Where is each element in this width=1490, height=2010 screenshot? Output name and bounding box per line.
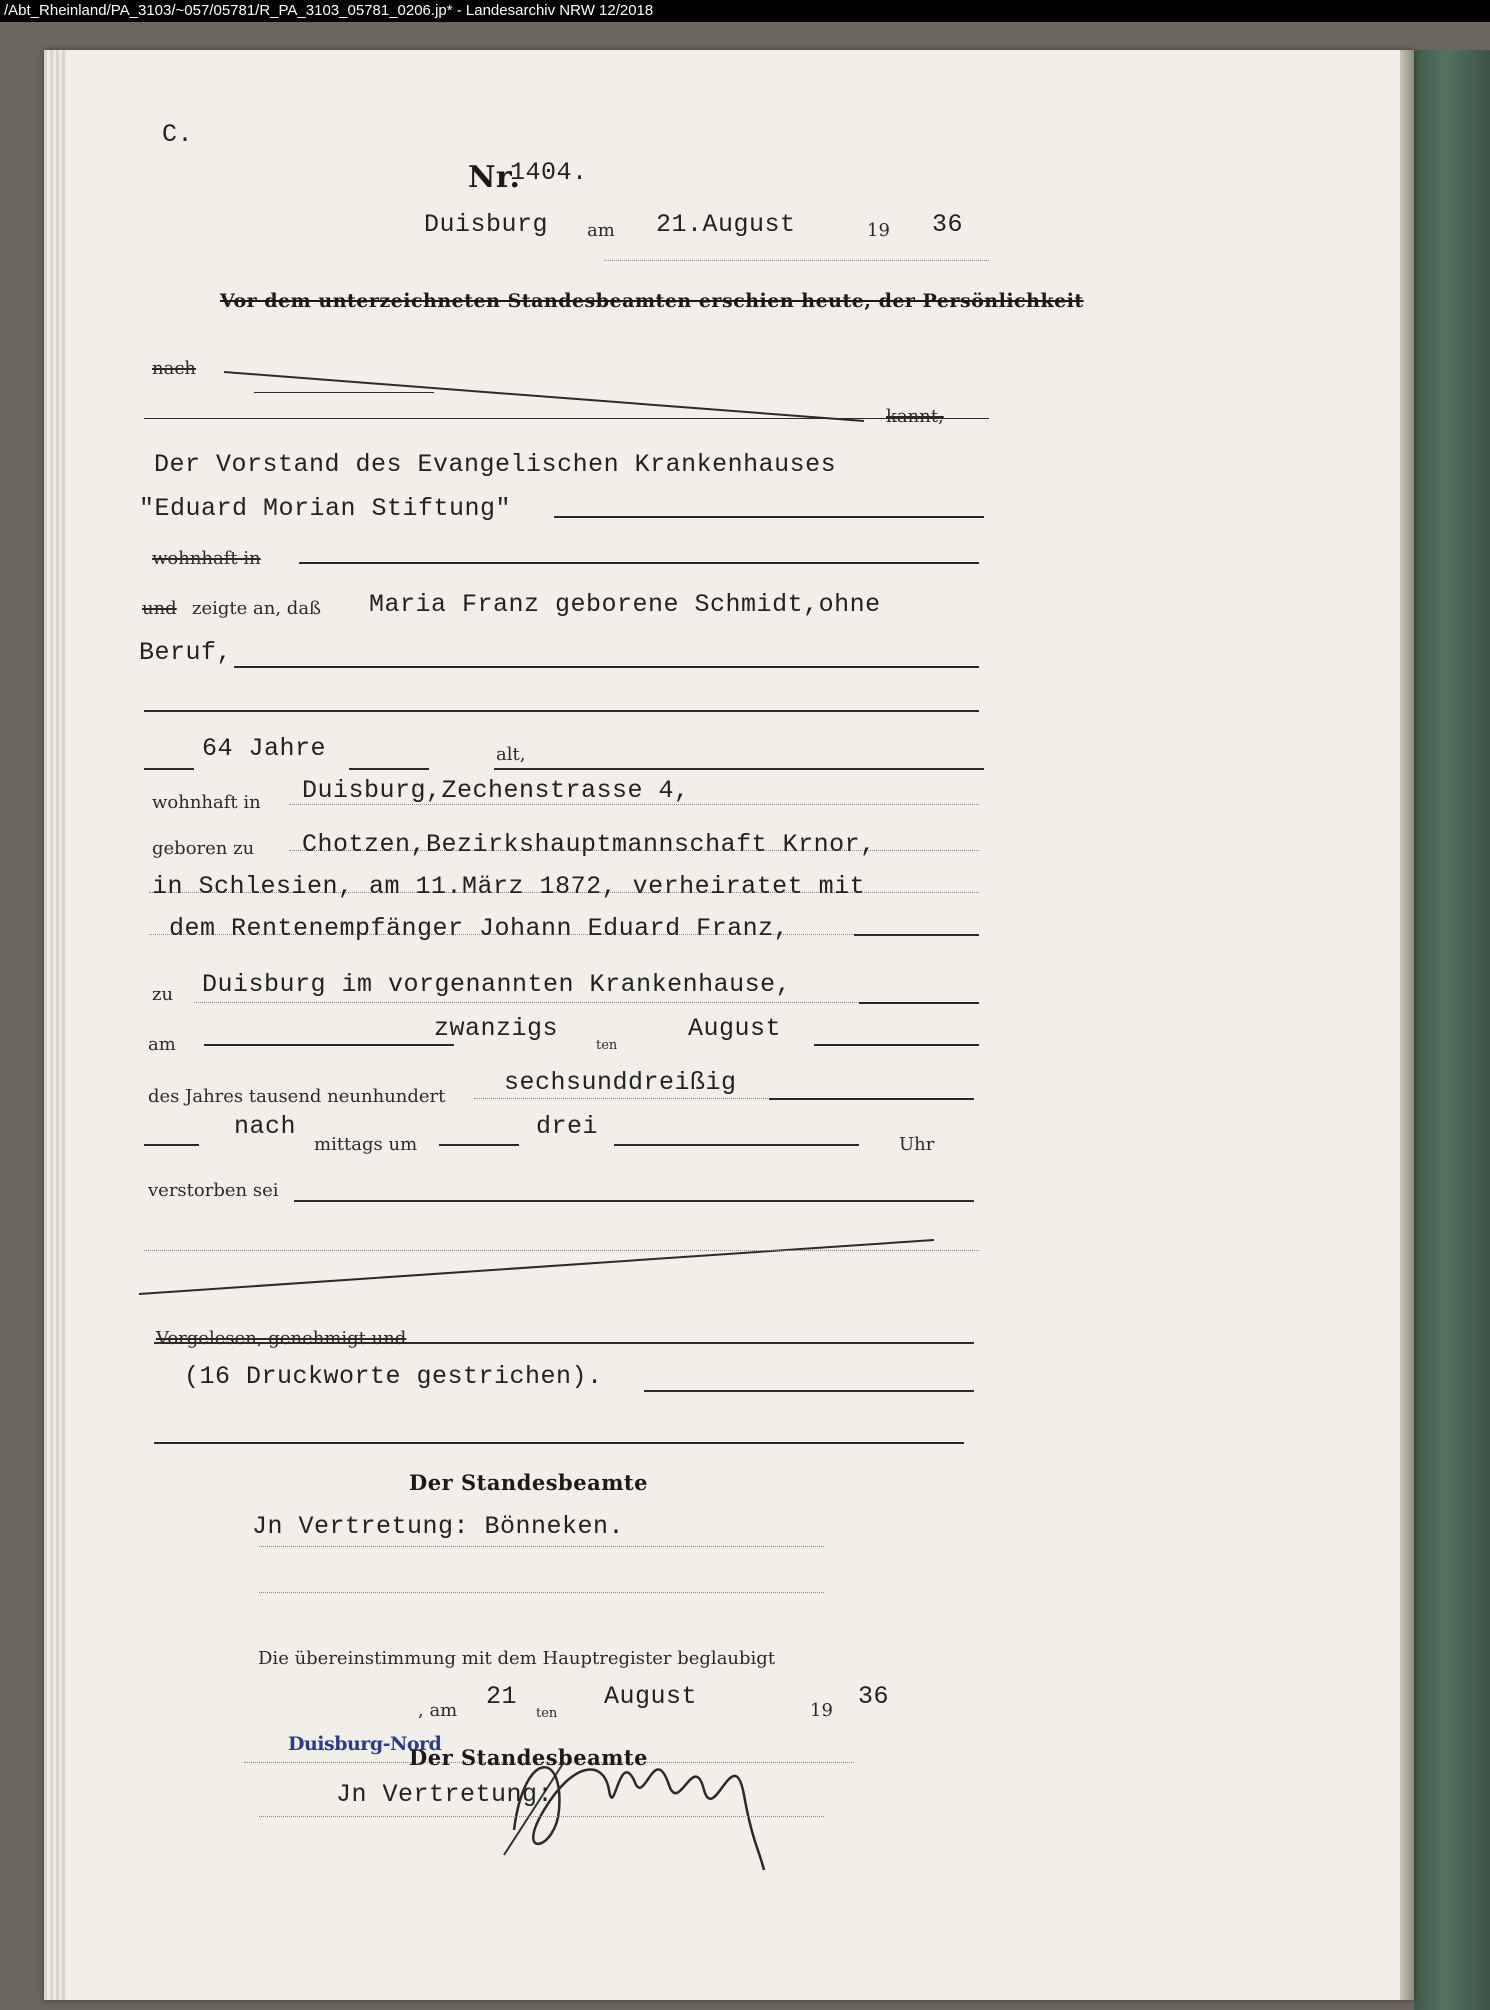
register-number: 1404. [510, 158, 588, 187]
informant-line-2: "Eduard Morian Stiftung" [139, 494, 512, 523]
zeigte-label: zeigte an, daß [192, 598, 322, 619]
remark: (16 Druckworte gestrichen). [184, 1362, 603, 1391]
death-hour: drei [536, 1112, 599, 1141]
cert-year-prefix: 19 [810, 1700, 833, 1721]
adjacent-page-edge [1414, 50, 1490, 2010]
archive-path-text: /Abt_Rheinland/PA_3103/~057/05781/R_PA_3103_05781_0206.jp* - Landesarchiv NRW 12/2018 [4, 2, 654, 19]
cert-ten-label: ten [536, 1706, 558, 1721]
struck-kannt: kannt, [886, 406, 944, 427]
death-am-label: am [148, 1034, 176, 1055]
substitute-signature: Jn Vertretung: Bönneken. [252, 1512, 625, 1541]
struck-intro-text: Vor dem unterzeichneten Standesbeamten erschien heute, der Persönlichkeit [220, 290, 1084, 312]
office-stamp: Duisburg-Nord [288, 1733, 442, 1755]
cert-am-label: , am [418, 1700, 458, 1721]
residence: Duisburg,Zechenstrasse 4, [302, 776, 690, 805]
year-label: des Jahres tausend neunhundert [148, 1086, 446, 1107]
bottom-diagonal-strike [139, 1240, 934, 1294]
death-day: zwanzigs [434, 1014, 559, 1043]
birth-line-2: in Schlesien, am 11.März 1872, verheiratet mit [152, 872, 866, 901]
cert-day: 21 [486, 1682, 518, 1711]
verstorben-label: verstorben sei [148, 1180, 279, 1201]
certification-text: Die übereinstimmung mit dem Hauptregister beglaubigt [258, 1648, 776, 1669]
mittags-label: mittags um [314, 1134, 418, 1155]
deceased-name: Maria Franz geborene Schmidt,ohne [369, 590, 881, 619]
archive-header-bar [0, 0, 1490, 22]
struck-und: und [142, 598, 177, 619]
nach-diagonal-strike [224, 372, 864, 421]
struck-nach: nach [152, 358, 196, 379]
death-place: Duisburg im vorgenannten Krankenhause, [202, 970, 792, 999]
struck-vorgelesen: Vorgelesen, genehmigt und [156, 1328, 407, 1349]
death-ten-label: ten [596, 1038, 618, 1053]
birth-line-1: Chotzen,Bezirkshauptmannschaft Krnor, [302, 830, 876, 859]
death-month: August [688, 1014, 782, 1043]
registry-date: 21.August [656, 210, 796, 239]
informant-line-1: Der Vorstand des Evangelischen Krankenhauses [154, 450, 837, 479]
year-suffix: 36 [932, 210, 964, 239]
am-label: am [587, 220, 615, 241]
struck-wohnhaft: wohnhaft in [152, 548, 261, 569]
register-page [44, 50, 1414, 2000]
cert-substitute: Jn Vertretung: [336, 1780, 554, 1809]
cert-month: August [604, 1682, 698, 1711]
zu-label: zu [152, 984, 174, 1005]
year-prefix: 19 [867, 220, 890, 241]
alt-label: alt, [496, 744, 526, 765]
cert-year-suffix: 36 [858, 1682, 890, 1711]
deceased-age: 64 Jahre [202, 734, 327, 763]
birth-line-3: dem Rentenempfänger Johann Eduard Franz, [169, 914, 790, 943]
death-year: sechsunddreißig [504, 1068, 737, 1097]
official-title: Der Standesbeamte [409, 1470, 648, 1495]
cert-official-title: Der Standesbeamte [409, 1745, 648, 1770]
registry-place: Duisburg [424, 210, 549, 239]
birth-label: geboren zu [152, 838, 255, 859]
deceased-occupation: Beruf, [139, 638, 233, 667]
nr-label: Nr. [468, 160, 521, 195]
nach-value: nach [234, 1112, 297, 1141]
residence-label: wohnhaft in [152, 792, 261, 813]
corner-mark: C. [162, 120, 194, 149]
uhr-label: Uhr [899, 1134, 935, 1155]
